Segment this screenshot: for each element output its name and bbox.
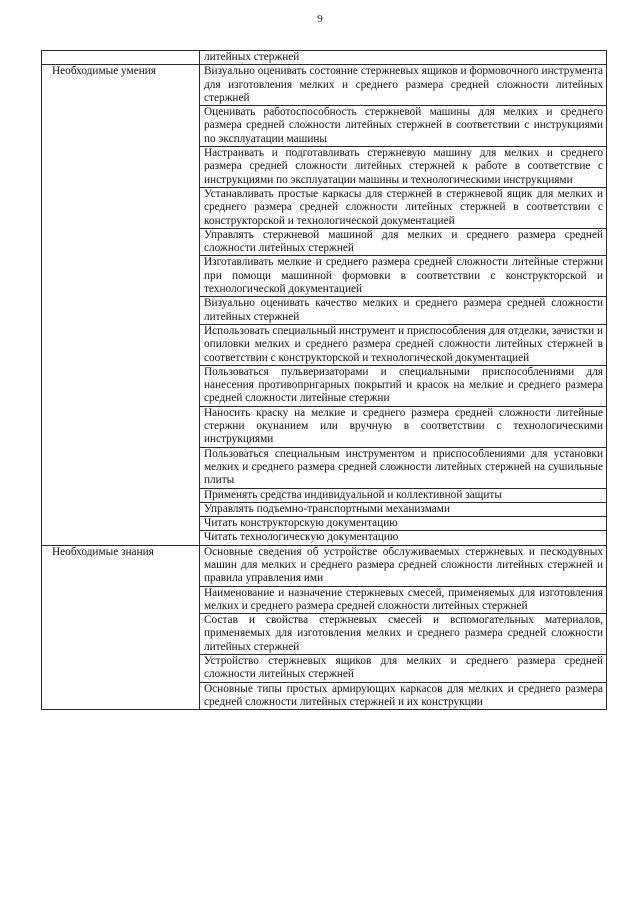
table-cell-item: Управлять стержневой машиной для мелких и среднего размера средней сложности литейных стержней: [200, 228, 607, 256]
table-cell-item: Пользоваться специальным инструментом и приспособлениями для установки мелких и среднего размера средней сложности литейных стержней на сушильные плиты: [200, 447, 607, 488]
table-cell-item: Устройство стержневых ящиков для мелких и среднего размера средней сложности литейных стержней: [200, 655, 607, 683]
table-cell-item: Основные сведения об устройстве обслуживаемых стержневых и пескодувных машин для мелких и среднего размера средней сложности литейных стержней и правила управления ими: [200, 545, 607, 586]
table-cell-item: Устанавливать простые каркасы для стержней в стержневой ящик для мелких и среднего размера средней сложности литейных стержней в соответствии с конструкторской и технологической документацией: [200, 187, 607, 228]
table-row: [42, 51, 607, 65]
page-number: 9: [317, 13, 323, 25]
table-cell-item: Читать технологическую документацию: [200, 531, 607, 545]
table-row: [42, 545, 607, 586]
table-cell-item: Читать конструкторскую документацию: [200, 517, 607, 531]
table-cell-item: Управлять подъемно-транспортными механизмами: [200, 502, 607, 516]
requirements-table: [41, 50, 607, 710]
table-cell-item: Использовать специальный инструмент и приспособления для отделки, зачистки и опиловки мелких и среднего размера средней сложности литейных стержней в соответствии с конструкторской и технологической документацией: [200, 324, 607, 365]
table-cell-item: Наименование и назначение стержневых смесей, применяемых для изготовления мелких и среднего размера средней сложности литейных стержней: [200, 586, 607, 614]
table-cell-item: Основные типы простых армирующих каркасов для мелких и среднего размера средней сложности литейных стержней и их конструкции: [200, 682, 607, 710]
table-cell-item: Применять средства индивидуальной и коллективной защиты: [200, 488, 607, 502]
table-cell-item: Состав и свойства стержневых смесей и вспомогательных материалов, применяемых для изготовления мелких и среднего размера средней сложности литейных стержней: [200, 614, 607, 655]
table-cell-item: Визуально оценивать качество мелких и среднего размера средней сложности литейных стержней: [200, 297, 607, 325]
requirements-table-body: [42, 51, 607, 710]
table-cell-item: Оценивать работоспособность стержневой машины для мелких и среднего размера средней сложности литейных стержней в соответствии с инструкциями по эксплуатации машины: [200, 106, 607, 147]
table-cell-item: Визуально оценивать состояние стержневых ящиков и формовочного инструмента для изготовления мелких и среднего размера средней сложности литейных стержней: [200, 65, 607, 106]
section-title-cell: Необходимые умения: [42, 65, 200, 545]
section-title-cell: Необходимые знания: [42, 545, 200, 710]
table-cell-item: Наносить краску на мелкие и среднего размера средней сложности литейные стержни окунанием или вручную в соответствии с технологическими инструкциями: [200, 406, 607, 447]
table-cell-item: Изготавливать мелкие и среднего размера средней сложности литейные стержни при помощи машинной формовки в соответствии с конструкторской и технологической документацией: [200, 256, 607, 297]
table-row: [42, 65, 607, 106]
category-cell-empty: [42, 51, 200, 65]
table-cell-item: Настраивать и подготавливать стержневую машину для мелких и среднего размера средней сложности литейных стержней к работе в соответствие с инструкциями по эксплуатации машины и технологическими инструкциями: [200, 147, 607, 188]
table-cell-item: Пользоваться пульверизаторами и специальными приспособлениями для нанесения противопригарных покрытий и красок на мелкие и среднего размера средней сложности литейные стержни: [200, 365, 607, 406]
table-cell-item: литейных стержней: [200, 51, 607, 65]
